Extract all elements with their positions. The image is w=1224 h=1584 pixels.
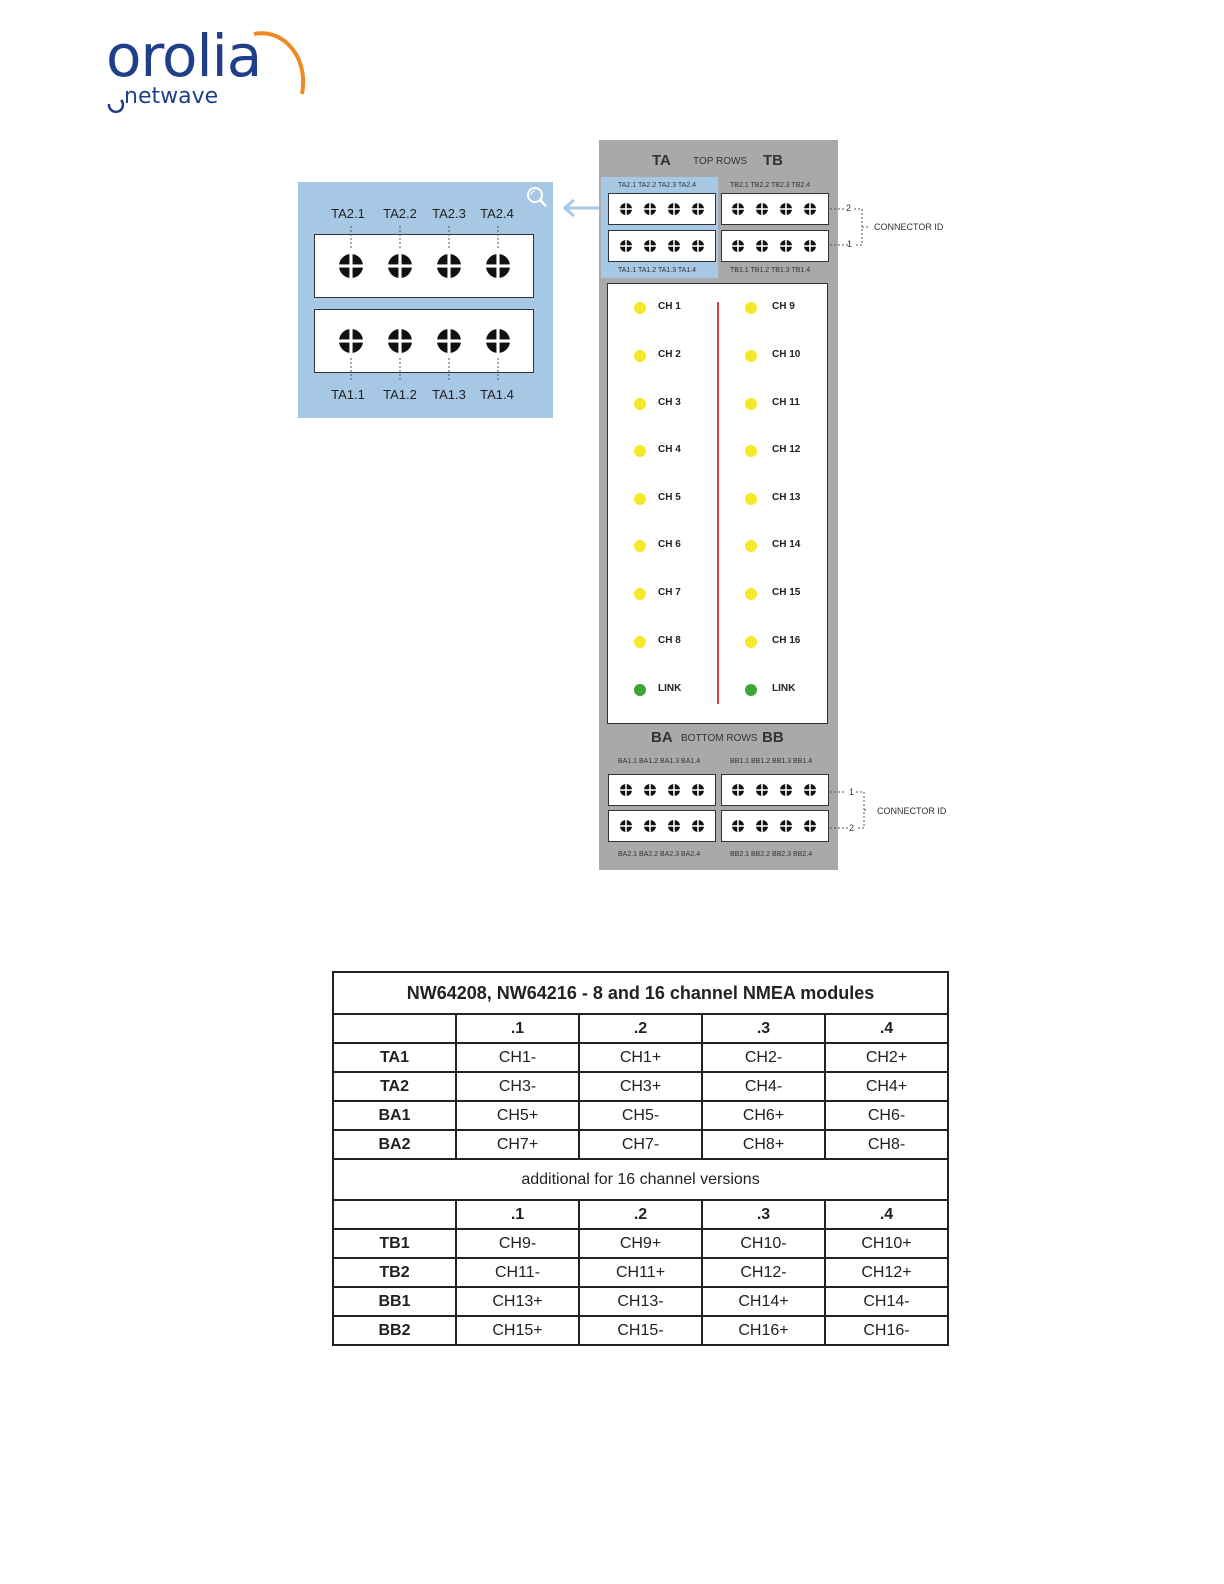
channel-led (745, 540, 757, 552)
column-header: .2 (579, 1014, 702, 1043)
channel-cell: CH14+ (702, 1287, 825, 1316)
channel-label: CH 12 (772, 444, 801, 455)
channel-cell: CH2+ (825, 1043, 948, 1072)
channel-cell: CH6+ (702, 1101, 825, 1130)
tb-title: TB (763, 152, 783, 169)
ba-bottom-pins: BA2.1 BA2.2 BA2.3 BA2.4 (618, 851, 701, 858)
connector-cell: TB2 (333, 1258, 456, 1287)
nmea-module-faceplate (599, 140, 838, 870)
channel-led (634, 398, 646, 410)
zoom-top-label: TA2.1 (331, 206, 365, 221)
zoom-pin-layer (298, 182, 553, 418)
channel-label: CH 11 (772, 397, 800, 408)
link-label: LINK (658, 683, 682, 694)
tb-top-pins: TB2.1 TB2.2 TB2.3 TB2.4 (730, 182, 811, 189)
channel-led (745, 445, 757, 457)
channel-label: CH 6 (658, 539, 681, 550)
tb2-connector (721, 193, 829, 225)
screw-terminal-icon (437, 254, 461, 278)
ta-top-pins: TA2.1 TA2.2 TA2.3 TA2.4 (618, 182, 697, 189)
table-row (333, 1072, 948, 1101)
channel-led (745, 350, 757, 362)
channel-led (745, 493, 757, 505)
table-row (333, 1316, 948, 1345)
section-row (333, 1159, 948, 1200)
zoom-panel (298, 182, 553, 418)
orolia-logo (104, 22, 314, 118)
table-row (333, 1287, 948, 1316)
channel-label: CH 8 (658, 635, 681, 646)
bottom-rows-label: BOTTOM ROWS (681, 733, 758, 744)
channel-label: CH 13 (772, 492, 801, 503)
channel-cell: CH1- (456, 1043, 579, 1072)
ta-bottom-pins: TA1.1 TA1.2 TA1.3 TA1.4 (618, 267, 697, 274)
bb2-connector (721, 810, 829, 842)
channel-cell: CH11- (456, 1258, 579, 1287)
screw-terminal-icon (486, 329, 510, 353)
channel-cell: CH2- (702, 1043, 825, 1072)
ta1-connector (608, 230, 716, 262)
channel-cell: CH4+ (825, 1072, 948, 1101)
section-label: additional for 16 channel versions (333, 1159, 948, 1200)
tb1-connector (721, 230, 829, 262)
channel-cell: CH5+ (456, 1101, 579, 1130)
screw-terminal-icon (339, 254, 363, 278)
channel-cell: CH16+ (702, 1316, 825, 1345)
table-row (333, 1043, 948, 1072)
connector-cell: BB1 (333, 1287, 456, 1316)
channel-label: CH 3 (658, 397, 681, 408)
channel-led (745, 636, 757, 648)
ba-title: BA (651, 729, 673, 746)
connector-cell: BA2 (333, 1130, 456, 1159)
connector-id-bracket-bottom (828, 786, 868, 834)
led-panel (607, 283, 828, 724)
column-header: .3 (702, 1200, 825, 1229)
channel-led (634, 588, 646, 600)
column-header: .1 (456, 1014, 579, 1043)
channel-cell: CH12+ (825, 1258, 948, 1287)
channel-led (634, 636, 646, 648)
channel-cell: CH11+ (579, 1258, 702, 1287)
table-row (333, 1258, 948, 1287)
ta2-connector (608, 193, 716, 225)
table-header-row (333, 1014, 948, 1043)
column-header: .1 (456, 1200, 579, 1229)
table-title: NW64208, NW64216 - 8 and 16 channel NMEA modules (333, 972, 948, 1014)
column-header (333, 1200, 456, 1229)
screw-terminal-icon (486, 254, 510, 278)
channel-label: CH 2 (658, 349, 681, 360)
screw-terminal-icon (437, 329, 461, 353)
channel-label: CH 4 (658, 444, 681, 455)
zoom-bottom-label: TA1.1 (331, 387, 365, 402)
channel-label: CH 5 (658, 492, 681, 503)
channel-led (634, 493, 646, 505)
channel-cell: CH3- (456, 1072, 579, 1101)
connector-id-1-bottom: 1 (849, 787, 855, 797)
channel-led (634, 540, 646, 552)
channel-led (634, 350, 646, 362)
channel-cell: CH3+ (579, 1072, 702, 1101)
connector-cell: TA2 (333, 1072, 456, 1101)
channel-mapping-table (332, 971, 949, 1346)
column-header: .3 (702, 1014, 825, 1043)
ba-top-pins: BA1.1 BA1.2 BA1.3 BA1.4 (618, 758, 701, 765)
bb-top-pins: BB1.1 BB1.2 BB1.3 BB1.4 (730, 758, 813, 765)
screw-terminal-icon (388, 329, 412, 353)
connector-id-2: 2 (846, 203, 852, 213)
screw-terminal-icon (388, 254, 412, 278)
channel-label: CH 10 (772, 349, 801, 360)
zoom-bottom-label: TA1.2 (383, 387, 417, 402)
column-header: .2 (579, 1200, 702, 1229)
bb-title: BB (762, 729, 784, 746)
channel-cell: CH12- (702, 1258, 825, 1287)
top-rows-label: TOP ROWS (693, 156, 748, 167)
channel-cell: CH15- (579, 1316, 702, 1345)
logo-wordmark: orolia (106, 22, 262, 90)
table-row (333, 1130, 948, 1159)
ba1-connector (608, 774, 716, 806)
channel-led (745, 588, 757, 600)
ba2-connector (608, 810, 716, 842)
channel-led (745, 302, 757, 314)
channel-cell: CH4- (702, 1072, 825, 1101)
connector-cell: TB1 (333, 1229, 456, 1258)
zoom-top-label: TA2.3 (432, 206, 466, 221)
link-led (745, 684, 757, 696)
bb1-connector (721, 774, 829, 806)
column-header (333, 1014, 456, 1043)
column-header: .4 (825, 1200, 948, 1229)
zoom-top-label: TA2.4 (480, 206, 514, 221)
connector-cell: BA1 (333, 1101, 456, 1130)
connector-cell: TA1 (333, 1043, 456, 1072)
channel-cell: CH15+ (456, 1316, 579, 1345)
channel-cell: CH5- (579, 1101, 702, 1130)
table-row (333, 1101, 948, 1130)
connector-id-1: 1 (847, 239, 853, 249)
connector-id-label-top: CONNECTOR ID (874, 222, 944, 232)
channel-led (634, 445, 646, 457)
channel-label: CH 14 (772, 539, 801, 550)
connector-cell: BB2 (333, 1316, 456, 1345)
channel-cell: CH9+ (579, 1229, 702, 1258)
channel-label: CH 7 (658, 587, 681, 598)
channel-cell: CH10- (702, 1229, 825, 1258)
channel-led (745, 398, 757, 410)
logo-subtitle: netwave (124, 84, 219, 109)
channel-cell: CH8+ (702, 1130, 825, 1159)
ta-title: TA (652, 152, 671, 169)
table-header-row (333, 1200, 948, 1229)
tb-bottom-pins: TB1.1 TB1.2 TB1.3 TB1.4 (730, 267, 811, 274)
zoom-top-label: TA2.2 (383, 206, 417, 221)
zoom-arrow-icon (560, 198, 602, 218)
divider-line (717, 302, 719, 704)
channel-label: CH 9 (772, 301, 795, 312)
column-header: .4 (825, 1014, 948, 1043)
zoom-bottom-label: TA1.4 (480, 387, 514, 402)
link-label: LINK (772, 683, 796, 694)
channel-cell: CH8- (825, 1130, 948, 1159)
channel-cell: CH9- (456, 1229, 579, 1258)
channel-label: CH 15 (772, 587, 801, 598)
channel-cell: CH1+ (579, 1043, 702, 1072)
channel-cell: CH7- (579, 1130, 702, 1159)
connector-id-label-bottom: CONNECTOR ID (877, 806, 947, 816)
link-led (634, 684, 646, 696)
channel-label: CH 1 (658, 301, 681, 312)
channel-cell: CH14- (825, 1287, 948, 1316)
channel-led (634, 302, 646, 314)
channel-cell: CH6- (825, 1101, 948, 1130)
channel-label: CH 16 (772, 635, 801, 646)
bb-bottom-pins: BB2.1 BB2.2 BB2.3 BB2.4 (730, 851, 813, 858)
channel-cell: CH16- (825, 1316, 948, 1345)
zoom-bottom-label: TA1.3 (432, 387, 466, 402)
channel-cell: CH13- (579, 1287, 702, 1316)
connector-id-2-bottom: 2 (849, 823, 855, 833)
screw-terminal-icon (339, 329, 363, 353)
channel-cell: CH7+ (456, 1130, 579, 1159)
channel-cell: CH13+ (456, 1287, 579, 1316)
channel-cell: CH10+ (825, 1229, 948, 1258)
table-row (333, 1229, 948, 1258)
